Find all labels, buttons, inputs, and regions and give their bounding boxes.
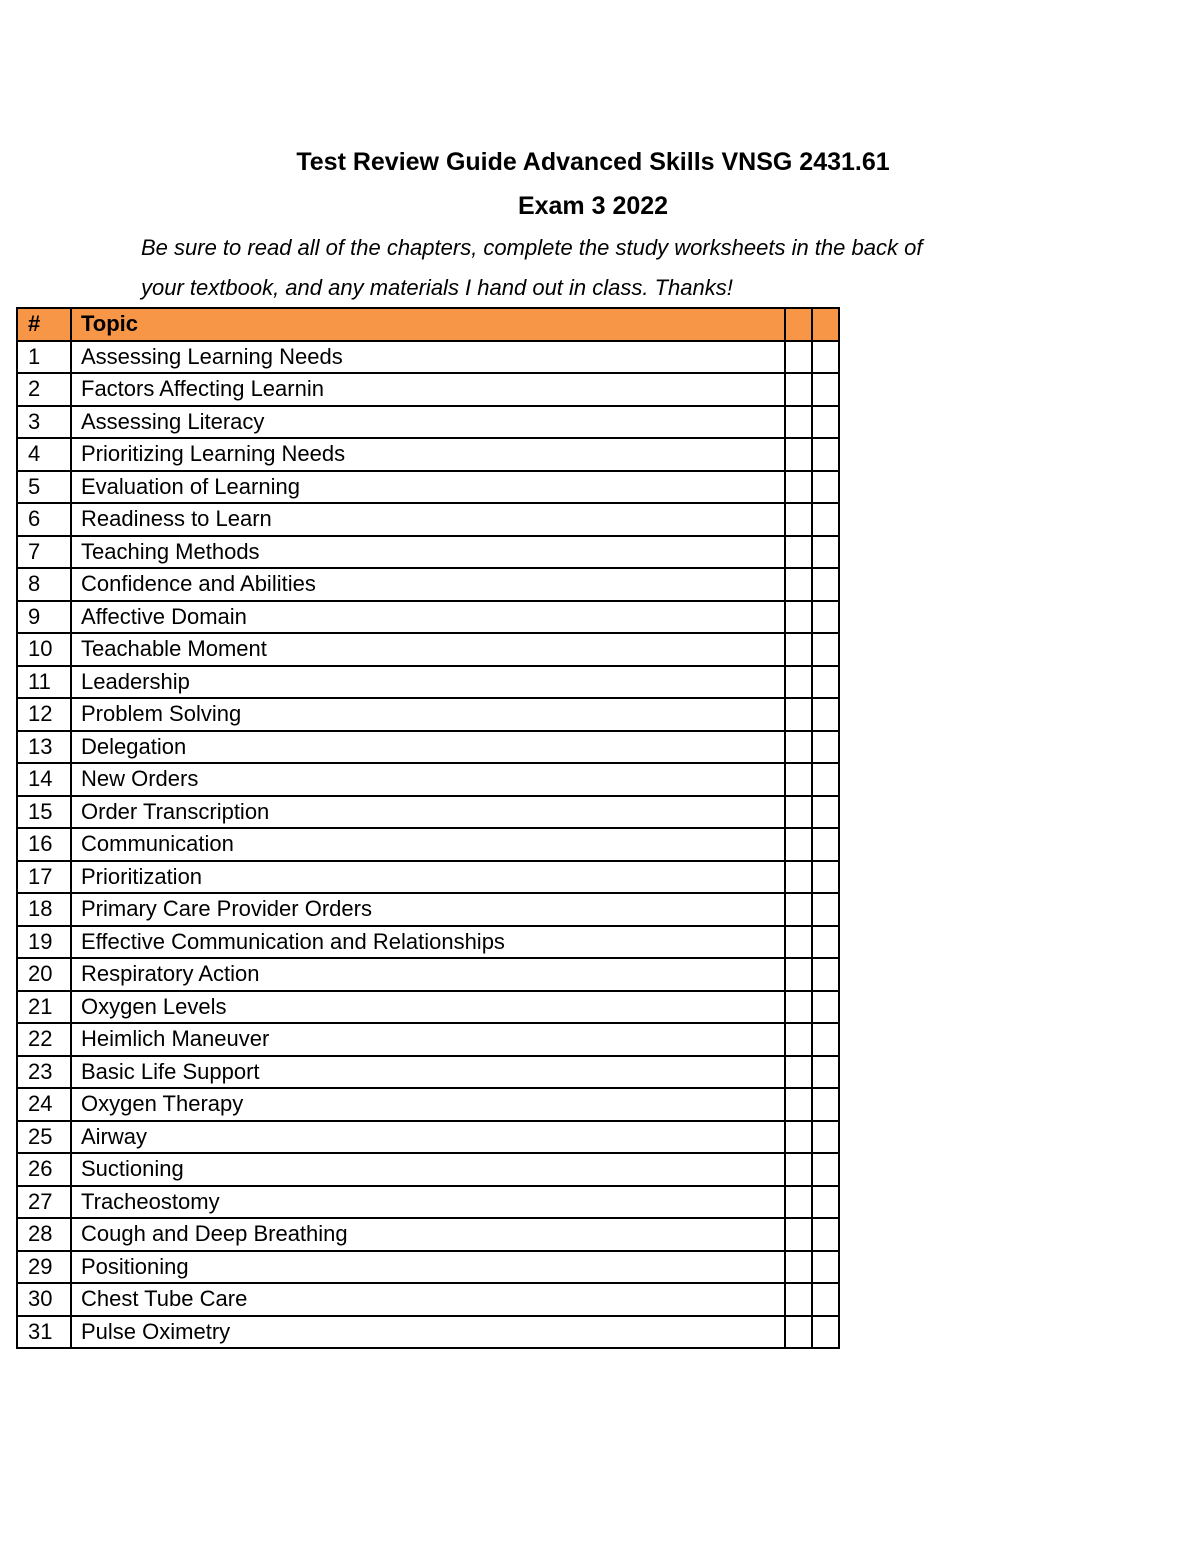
row-check-cell-1 <box>785 633 812 666</box>
row-check-cell-1 <box>785 503 812 536</box>
row-check-cell-1 <box>785 861 812 894</box>
row-number: 9 <box>17 601 71 634</box>
row-check-cell-2 <box>812 503 839 536</box>
row-topic: Assessing Learning Needs <box>71 341 785 374</box>
row-topic: Primary Care Provider Orders <box>71 893 785 926</box>
row-number: 14 <box>17 763 71 796</box>
row-check-cell-1 <box>785 1121 812 1154</box>
row-number: 24 <box>17 1088 71 1121</box>
row-check-cell-1 <box>785 568 812 601</box>
row-number: 22 <box>17 1023 71 1056</box>
row-number: 27 <box>17 1186 71 1219</box>
row-topic: New Orders <box>71 763 785 796</box>
row-check-cell-2 <box>812 861 839 894</box>
row-check-cell-2 <box>812 828 839 861</box>
table-row <box>17 1056 839 1089</box>
row-check-cell-1 <box>785 828 812 861</box>
row-topic: Prioritizing Learning Needs <box>71 438 785 471</box>
row-number: 23 <box>17 1056 71 1089</box>
row-number: 13 <box>17 731 71 764</box>
row-check-cell-2 <box>812 438 839 471</box>
row-check-cell-2 <box>812 471 839 504</box>
table-row <box>17 763 839 796</box>
row-check-cell-2 <box>812 406 839 439</box>
row-topic: Affective Domain <box>71 601 785 634</box>
row-topic: Factors Affecting Learnin <box>71 373 785 406</box>
row-number: 18 <box>17 893 71 926</box>
row-number: 7 <box>17 536 71 569</box>
row-topic: Order Transcription <box>71 796 785 829</box>
row-check-cell-1 <box>785 341 812 374</box>
table-row <box>17 471 839 504</box>
row-check-cell-1 <box>785 991 812 1024</box>
row-number: 26 <box>17 1153 71 1186</box>
row-check-cell-2 <box>812 1121 839 1154</box>
row-check-cell-2 <box>812 926 839 959</box>
table-row <box>17 828 839 861</box>
row-check-cell-1 <box>785 926 812 959</box>
table-row <box>17 438 839 471</box>
row-check-cell-2 <box>812 341 839 374</box>
row-check-cell-2 <box>812 893 839 926</box>
row-topic: Confidence and Abilities <box>71 568 785 601</box>
row-number: 12 <box>17 698 71 731</box>
table-row <box>17 1251 839 1284</box>
row-topic: Assessing Literacy <box>71 406 785 439</box>
topics-table-body <box>17 341 839 1349</box>
row-check-cell-1 <box>785 1218 812 1251</box>
row-number: 2 <box>17 373 71 406</box>
row-topic: Teachable Moment <box>71 633 785 666</box>
row-number: 17 <box>17 861 71 894</box>
header-topic: Topic <box>71 308 785 341</box>
row-topic: Effective Communication and Relationships <box>71 926 785 959</box>
row-number: 31 <box>17 1316 71 1349</box>
row-number: 20 <box>17 958 71 991</box>
row-check-cell-2 <box>812 1056 839 1089</box>
row-check-cell-1 <box>785 601 812 634</box>
row-check-cell-1 <box>785 1186 812 1219</box>
row-check-cell-1 <box>785 698 812 731</box>
row-topic: Airway <box>71 1121 785 1154</box>
row-check-cell-1 <box>785 373 812 406</box>
row-check-cell-1 <box>785 1283 812 1316</box>
table-row <box>17 1218 839 1251</box>
row-check-cell-1 <box>785 438 812 471</box>
row-number: 4 <box>17 438 71 471</box>
table-row <box>17 958 839 991</box>
row-number: 5 <box>17 471 71 504</box>
row-topic: Suctioning <box>71 1153 785 1186</box>
table-row <box>17 1186 839 1219</box>
exam-heading: Exam 3 2022 <box>517 192 669 220</box>
row-check-cell-2 <box>812 1023 839 1056</box>
row-check-cell-2 <box>812 763 839 796</box>
row-check-cell-2 <box>812 958 839 991</box>
row-topic: Leadership <box>71 666 785 699</box>
row-topic: Communication <box>71 828 785 861</box>
row-check-cell-1 <box>785 731 812 764</box>
table-row <box>17 633 839 666</box>
row-check-cell-1 <box>785 1251 812 1284</box>
table-row <box>17 1153 839 1186</box>
table-row <box>17 373 839 406</box>
table-row <box>17 926 839 959</box>
row-number: 25 <box>17 1121 71 1154</box>
row-check-cell-1 <box>785 406 812 439</box>
table-row <box>17 1283 839 1316</box>
row-check-cell-2 <box>812 373 839 406</box>
table-row <box>17 406 839 439</box>
row-topic: Heimlich Maneuver <box>71 1023 785 1056</box>
row-number: 19 <box>17 926 71 959</box>
table-row <box>17 341 839 374</box>
row-number: 28 <box>17 1218 71 1251</box>
document-title: Test Review Guide Advanced Skills VNSG 2431.61 <box>296 148 890 176</box>
row-number: 8 <box>17 568 71 601</box>
row-check-cell-2 <box>812 568 839 601</box>
row-check-cell-2 <box>812 698 839 731</box>
row-check-cell-2 <box>812 991 839 1024</box>
row-topic: Oxygen Levels <box>71 991 785 1024</box>
row-check-cell-2 <box>812 1088 839 1121</box>
row-topic: Prioritization <box>71 861 785 894</box>
row-topic: Evaluation of Learning <box>71 471 785 504</box>
table-row <box>17 1088 839 1121</box>
row-check-cell-1 <box>785 1023 812 1056</box>
header-number: # <box>17 308 71 341</box>
row-topic: Tracheostomy <box>71 1186 785 1219</box>
topics-table <box>16 307 840 1349</box>
row-number: 15 <box>17 796 71 829</box>
instructions-line-1: Be sure to read all of the chapters, complete the study worksheets in the back of <box>141 235 923 260</box>
row-topic: Pulse Oximetry <box>71 1316 785 1349</box>
row-check-cell-2 <box>812 1283 839 1316</box>
table-row <box>17 731 839 764</box>
row-check-cell-1 <box>785 471 812 504</box>
header-check-column-1 <box>785 308 812 341</box>
row-check-cell-1 <box>785 1088 812 1121</box>
instructions-line-2: your textbook, and any materials I hand out in class. Thanks! <box>141 275 733 300</box>
table-row <box>17 503 839 536</box>
row-number: 10 <box>17 633 71 666</box>
row-topic: Delegation <box>71 731 785 764</box>
row-check-cell-2 <box>812 601 839 634</box>
table-header-row <box>17 308 839 341</box>
row-topic: Positioning <box>71 1251 785 1284</box>
row-check-cell-2 <box>812 666 839 699</box>
table-row <box>17 666 839 699</box>
row-check-cell-1 <box>785 1056 812 1089</box>
row-check-cell-1 <box>785 958 812 991</box>
row-number: 29 <box>17 1251 71 1284</box>
row-topic: Teaching Methods <box>71 536 785 569</box>
row-check-cell-2 <box>812 1251 839 1284</box>
row-check-cell-2 <box>812 536 839 569</box>
table-row <box>17 601 839 634</box>
row-check-cell-1 <box>785 893 812 926</box>
row-check-cell-2 <box>812 1153 839 1186</box>
table-row <box>17 1023 839 1056</box>
row-number: 3 <box>17 406 71 439</box>
row-check-cell-1 <box>785 1153 812 1186</box>
row-number: 21 <box>17 991 71 1024</box>
row-topic: Respiratory Action <box>71 958 785 991</box>
row-check-cell-1 <box>785 666 812 699</box>
row-check-cell-1 <box>785 1316 812 1349</box>
row-check-cell-2 <box>812 796 839 829</box>
table-row <box>17 568 839 601</box>
row-topic: Cough and Deep Breathing <box>71 1218 785 1251</box>
row-number: 6 <box>17 503 71 536</box>
table-row <box>17 991 839 1024</box>
table-row <box>17 698 839 731</box>
row-topic: Oxygen Therapy <box>71 1088 785 1121</box>
table-row <box>17 536 839 569</box>
row-check-cell-1 <box>785 536 812 569</box>
row-topic: Readiness to Learn <box>71 503 785 536</box>
row-check-cell-2 <box>812 633 839 666</box>
row-check-cell-2 <box>812 1316 839 1349</box>
row-topic: Basic Life Support <box>71 1056 785 1089</box>
row-check-cell-2 <box>812 1186 839 1219</box>
row-number: 16 <box>17 828 71 861</box>
row-check-cell-1 <box>785 763 812 796</box>
row-number: 11 <box>17 666 71 699</box>
table-row <box>17 893 839 926</box>
header-check-column-2 <box>812 308 839 341</box>
row-number: 30 <box>17 1283 71 1316</box>
row-check-cell-2 <box>812 731 839 764</box>
row-number: 1 <box>17 341 71 374</box>
row-topic: Problem Solving <box>71 698 785 731</box>
row-check-cell-2 <box>812 1218 839 1251</box>
table-row <box>17 1316 839 1349</box>
row-topic: Chest Tube Care <box>71 1283 785 1316</box>
row-check-cell-1 <box>785 796 812 829</box>
table-row <box>17 861 839 894</box>
table-row <box>17 796 839 829</box>
table-row <box>17 1121 839 1154</box>
